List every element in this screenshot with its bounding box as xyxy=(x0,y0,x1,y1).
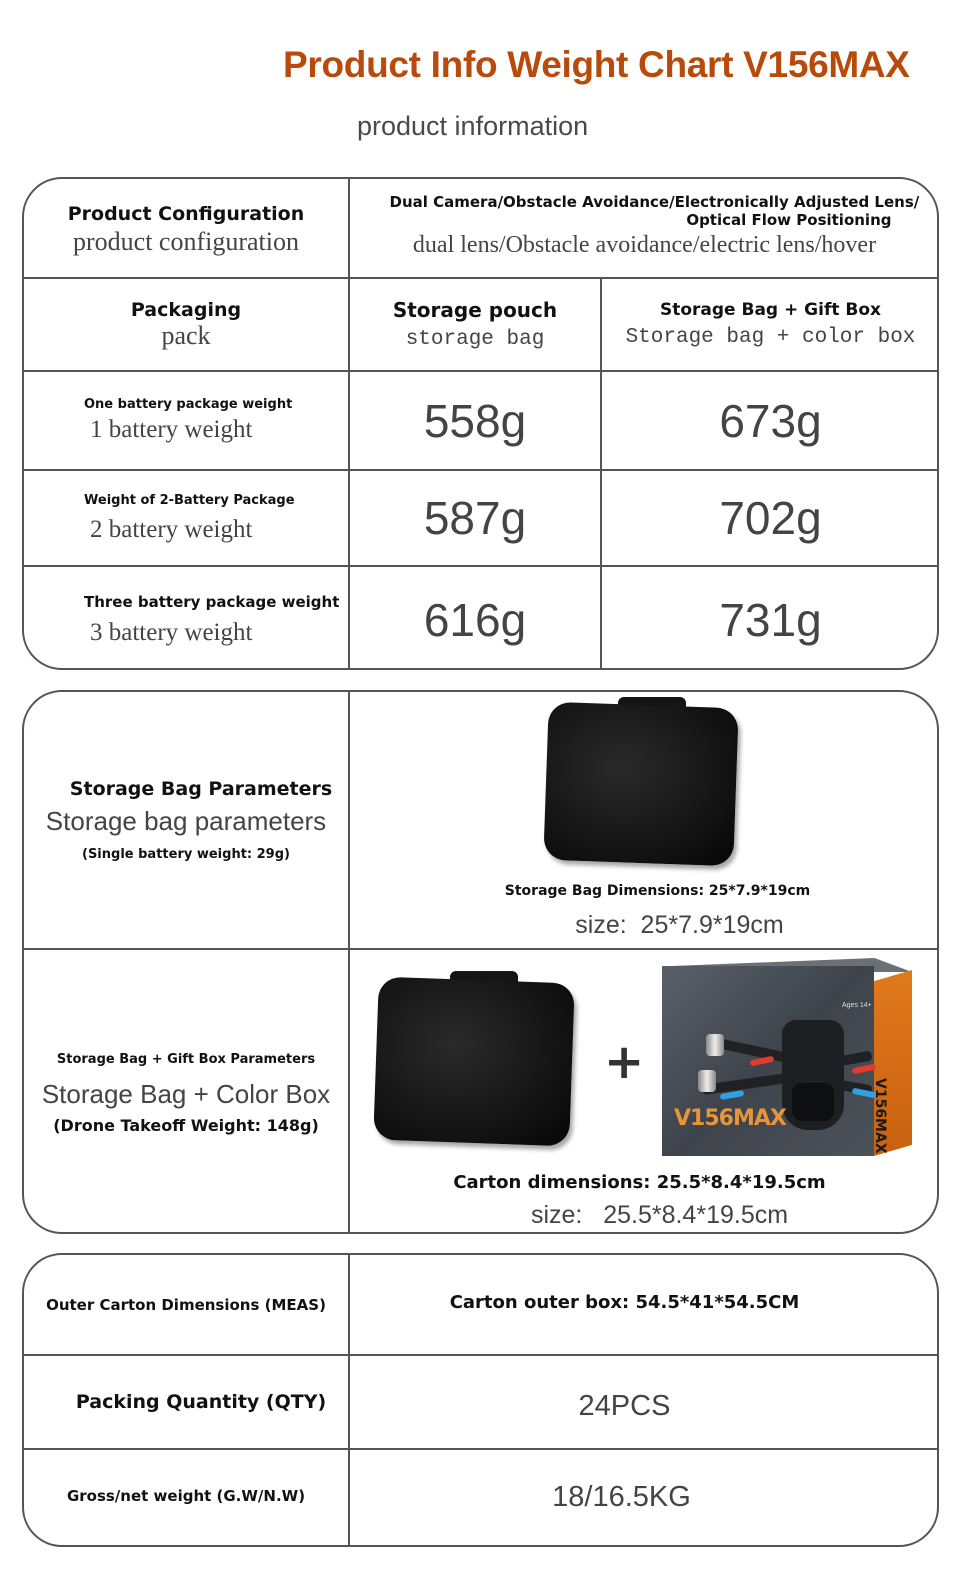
storage-bag-photo xyxy=(543,702,738,867)
carton-row-meas xyxy=(24,1255,937,1354)
drone-camera xyxy=(792,1083,834,1121)
packaging-label-cell xyxy=(24,279,348,370)
giftbox-weight-value: 702g xyxy=(719,492,822,544)
qty-label: Packing Quantity (QTY) xyxy=(75,1391,327,1413)
weight-label-alt: 3 battery weight xyxy=(90,618,253,646)
weight-label-cell xyxy=(24,372,348,469)
qty-value-cell xyxy=(350,1356,939,1448)
storage-bag-size: size: 25*7.9*19cm xyxy=(575,911,784,939)
giftbox-header-en: Storage Bag + Gift Box xyxy=(659,300,882,320)
giftbox-weight-value: 731g xyxy=(719,593,822,646)
carton-size: size: 25.5*8.4*19.5cm xyxy=(530,1201,789,1229)
storage-bag-dimensions: Storage Bag Dimensions: 25*7.9*19cm xyxy=(504,883,811,899)
giftbox-weight-cell xyxy=(602,372,939,469)
qty-value: 24PCS xyxy=(578,1389,671,1422)
pouch-weight-cell xyxy=(350,372,600,469)
gw-value-cell xyxy=(350,1450,939,1547)
config-label-en: Product Configuration xyxy=(67,203,305,225)
color-box-photo xyxy=(662,958,912,1156)
giftbox-header-cell xyxy=(602,279,939,370)
config-label-alt: product configuration xyxy=(73,227,299,256)
pouch-weight-cell xyxy=(350,567,600,670)
packaging-row xyxy=(24,277,937,370)
storage-bag-photo-2 xyxy=(373,977,575,1147)
gw-label-cell xyxy=(24,1450,348,1547)
carton-row-weight xyxy=(24,1448,937,1547)
weight-label-cell xyxy=(24,567,348,670)
box-brand-text: V156MAX xyxy=(674,1106,786,1131)
drone-motor xyxy=(706,1034,724,1056)
pouch-header-cell xyxy=(350,279,600,370)
carton-value-cell xyxy=(350,1255,939,1354)
bag-and-box-label-cell xyxy=(24,950,348,1234)
pouch-header-en: Storage pouch xyxy=(392,298,558,322)
pouch-weight-value: 587g xyxy=(423,492,527,544)
weight-table xyxy=(22,177,939,670)
pouch-weight-cell xyxy=(350,471,600,565)
weight-label-alt: 1 battery weight xyxy=(90,416,253,443)
config-value-cell xyxy=(350,179,939,277)
weight-label-en: One battery package weight xyxy=(84,397,293,412)
config-value-line1: Dual Camera/Obstacle Avoidance/Electronically Adjusted Lens/ xyxy=(389,193,920,211)
weight-row-1 xyxy=(24,370,937,469)
carton-table xyxy=(22,1253,939,1547)
box-side-text: V156MAX xyxy=(872,1078,888,1154)
weight-row-2 xyxy=(24,469,937,565)
giftbox-weight-cell xyxy=(602,567,939,670)
storage-bag-note: (Single battery weight: 29g) xyxy=(82,847,290,862)
box-age-label: Ages 14+ xyxy=(842,1002,872,1009)
pouch-header-alt: storage bag xyxy=(405,328,545,351)
carton-label-cell xyxy=(24,1255,348,1354)
weight-label-cell xyxy=(24,471,348,565)
storage-bag-label-alt: Storage bag parameters xyxy=(45,806,327,836)
page-title: Product Info Weight Chart V156MAX xyxy=(283,44,910,85)
carton-label: Outer Carton Dimensions (MEAS) xyxy=(46,1295,326,1314)
storage-bag-label-en: Storage Bag Parameters xyxy=(69,778,333,800)
bag-and-box-label-en: Storage Bag + Gift Box Parameters xyxy=(56,1051,316,1067)
weight-row-3 xyxy=(24,565,937,670)
config-value-en xyxy=(389,193,920,229)
gw-label: Gross/net weight (G.W/N.W) xyxy=(66,1486,306,1505)
carton-row-qty xyxy=(24,1354,937,1448)
carton-value: Carton outer box: 54.5*41*54.5CM xyxy=(449,1292,800,1313)
packaging-label-en: Packaging xyxy=(130,298,242,321)
storage-bag-label-cell xyxy=(24,692,348,948)
drone-motor xyxy=(698,1070,716,1092)
giftbox-header-alt: Storage bag + color box xyxy=(625,326,916,349)
gw-value: 18/16.5KG xyxy=(552,1481,691,1513)
plus-icon: + xyxy=(604,1034,645,1090)
config-value-alt: dual lens/Obstacle avoidance/electric lens/hover xyxy=(412,232,877,258)
config-value-line2: Optical Flow Positioning xyxy=(686,211,892,229)
config-label-cell xyxy=(24,179,348,277)
bag-and-box-label-alt: Storage Bag + Color Box xyxy=(41,1078,331,1109)
pouch-weight-value: 616g xyxy=(423,593,527,646)
config-row xyxy=(24,179,937,277)
storage-bag-row xyxy=(24,692,937,948)
weight-label-en: Three battery package weight xyxy=(84,592,340,611)
bag-and-box-note: (Drone Takeoff Weight: 148g) xyxy=(53,1115,319,1135)
weight-label-en: Weight of 2-Battery Package xyxy=(84,492,295,508)
weight-label-alt: 2 battery weight xyxy=(90,515,253,543)
giftbox-weight-cell xyxy=(602,471,939,565)
page-subtitle: product information xyxy=(357,111,589,141)
qty-label-cell xyxy=(24,1356,348,1448)
carton-dimensions: Carton dimensions: 25.5*8.4*19.5cm xyxy=(453,1172,826,1193)
packaging-label-alt: pack xyxy=(161,320,211,350)
pouch-weight-value: 558g xyxy=(423,394,527,447)
giftbox-weight-value: 673g xyxy=(719,394,822,447)
